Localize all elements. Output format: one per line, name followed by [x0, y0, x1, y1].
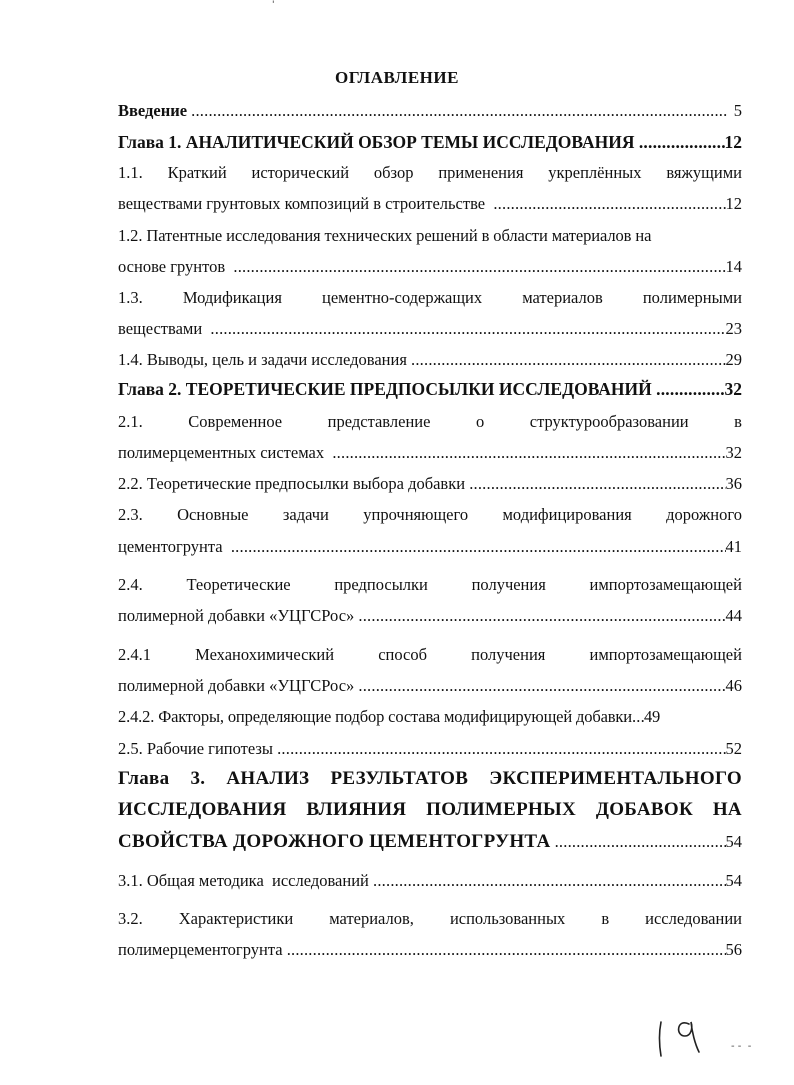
- word: РЕЗУЛЬТАТОВ: [330, 768, 469, 789]
- word: исследовании: [645, 909, 742, 928]
- entry-page: 5: [733, 101, 742, 120]
- leader-dots: [493, 194, 725, 214]
- word: задачи: [282, 505, 329, 524]
- toc-entry-2-4-line2: [118, 606, 742, 626]
- word: дорожного: [666, 505, 742, 524]
- toc-entry-2-3-line1: [118, 505, 742, 525]
- leader-dots: [555, 830, 726, 854]
- word: цементно-содержащих: [322, 288, 483, 307]
- toc-entry-2-5: [118, 739, 742, 759]
- entry-text: 3.1. Общая методика исследований: [118, 871, 369, 890]
- entry-text: 2.5. Рабочие гипотезы: [118, 739, 273, 758]
- entry-text: веществами: [118, 319, 203, 338]
- leader-dots: [656, 379, 724, 399]
- toc-entry-1-2-line2: [118, 257, 742, 277]
- toc-entry-3-1: [118, 871, 742, 891]
- toc-entry-1-4: [118, 350, 742, 370]
- word: 1.1.: [118, 163, 143, 182]
- entry-page: 54: [725, 871, 742, 890]
- leader-dots: [210, 319, 725, 339]
- toc-entry-chapter-2: [118, 379, 742, 399]
- leader-dots: [373, 871, 725, 891]
- toc-entry-2-2: [118, 474, 742, 494]
- word: ПОЛИМЕРНЫХ: [426, 799, 577, 820]
- entry-page: 14: [725, 257, 742, 276]
- toc-entry-1-1-line2: [118, 194, 742, 214]
- word: полимерными: [642, 288, 742, 307]
- word: применения: [438, 163, 524, 182]
- entry-text: полимерной добавки «УЦГСРос»: [118, 676, 355, 695]
- word: 1.3.: [118, 288, 143, 307]
- entry-text: полимерцементных системах: [118, 443, 325, 462]
- leader-dots: [639, 132, 725, 152]
- entry-text: 1.4. Выводы, цель и задачи исследования: [118, 350, 407, 369]
- entry-page: 12: [725, 194, 742, 213]
- leader-dots: [287, 940, 726, 960]
- toc-title: ОГЛАВЛЕНИЕ: [335, 68, 459, 87]
- entry-text: цементогрунта: [118, 537, 223, 556]
- word: использованных: [449, 909, 566, 928]
- toc-entry-2-4-2: [118, 707, 742, 727]
- word: НА: [712, 799, 742, 820]
- entry-page: 49: [643, 707, 661, 726]
- word: материалов,: [329, 909, 414, 928]
- word: импортозамещающей: [589, 645, 742, 664]
- toc-entry-3-2-line2: [118, 940, 742, 960]
- entry-page: 32: [725, 443, 742, 462]
- word: ВЛИЯНИЯ: [306, 799, 407, 820]
- word: АНАЛИЗ: [226, 768, 310, 789]
- word: Основные: [177, 505, 249, 524]
- leader-dots: [358, 676, 725, 696]
- entry-page: 32: [724, 379, 742, 399]
- leader-dots: [632, 707, 644, 727]
- word: Глава: [118, 768, 170, 789]
- toc-entry-2-4-line1: [118, 575, 742, 595]
- word: обзор: [373, 163, 414, 182]
- entry-page: 36: [725, 474, 742, 493]
- entry-text: Введение: [118, 101, 188, 120]
- toc-entry-2-1-line2: [118, 443, 742, 463]
- toc-entry-2-1-line1: [118, 412, 742, 432]
- entry-text: полимерной добавки «УЦГСРос»: [118, 606, 355, 625]
- leader-dots: [231, 537, 726, 557]
- word: импортозамещающей: [589, 575, 742, 594]
- word: ЭКСПЕРИМЕНТАЛЬНОГО: [489, 768, 742, 789]
- scan-dashes: - - -: [731, 1041, 752, 1052]
- toc-entry-1-3-line1: [118, 288, 742, 308]
- toc-entry-chapter-1: [118, 132, 742, 152]
- word: Модификация: [182, 288, 282, 307]
- entry-text: СВОЙСТВА ДОРОЖНОГО ЦЕМЕНТОГРУНТА: [118, 831, 551, 852]
- entry-page: 41: [725, 537, 742, 556]
- handwritten-page-number: [655, 1010, 705, 1060]
- leader-dots: [358, 606, 725, 626]
- entry-text: основе грунтов: [118, 257, 226, 276]
- word: предпосылки: [334, 575, 428, 594]
- word: вяжущими: [666, 163, 742, 182]
- leader-dots: [411, 350, 725, 370]
- word: упрочняющего: [363, 505, 469, 524]
- word: Механохимический: [195, 645, 335, 664]
- word: 2.4.1: [118, 645, 151, 664]
- toc-entry-3-2-line1: [118, 909, 742, 929]
- word: о: [475, 412, 485, 431]
- word: Теоретические: [186, 575, 291, 594]
- word: 2.4.: [118, 575, 143, 594]
- entry-text: 2.2. Теоретические предпосылки выбора добавки: [118, 474, 466, 493]
- entry-page: 54: [725, 832, 742, 851]
- entry-text: 2.4.2. Факторы, определяющие подбор состава модифицирующей добавки: [118, 707, 632, 726]
- toc-entry-intro: [118, 101, 742, 121]
- toc-entry-chapter-3-line1: [118, 767, 742, 791]
- leader-dots: [233, 257, 725, 277]
- word: способ: [378, 645, 428, 664]
- leader-dots: [277, 739, 725, 759]
- word: ДОБАВОК: [595, 799, 694, 820]
- entry-page: 29: [725, 350, 742, 369]
- toc-entry-2-3-line2: [118, 537, 742, 557]
- entry-page: 52: [725, 739, 742, 758]
- word: представление: [327, 412, 431, 431]
- word: материалов: [522, 288, 603, 307]
- scan-speck: ': [272, 0, 275, 10]
- toc-entry-chapter-3-line3: [118, 830, 742, 854]
- entry-page: 46: [725, 676, 742, 695]
- toc-entry-2-4-1-line1: [118, 645, 742, 665]
- word: 3.2.: [118, 909, 143, 928]
- word: 2.1.: [118, 412, 143, 431]
- toc-entry-2-4-1-line2: [118, 676, 742, 696]
- leader-dots: [191, 101, 728, 121]
- word: получения: [471, 575, 546, 594]
- entry-page: 56: [725, 940, 742, 959]
- word: в: [734, 412, 742, 431]
- entry-page: 23: [725, 319, 742, 338]
- word: 2.3.: [118, 505, 143, 524]
- word: Современное: [188, 412, 283, 431]
- word: в: [601, 909, 610, 928]
- toc-entry-1-1-line1: [118, 163, 742, 183]
- word: исторический: [251, 163, 350, 182]
- entry-page: 12: [724, 132, 742, 152]
- word: ИССЛЕДОВАНИЯ: [118, 799, 287, 820]
- entry-text: полимерцементогрунта: [118, 940, 283, 959]
- entry-text: Глава 2. ТЕОРЕТИЧЕСКИЕ ПРЕДПОСЫЛКИ ИССЛЕДОВАНИЙ: [118, 379, 652, 399]
- word: Краткий: [167, 163, 227, 182]
- word: 3.: [190, 768, 206, 789]
- toc-entry-1-2-line1: 1.2. Патентные исследования технических решений в области материалов на: [118, 226, 652, 245]
- entry-page: 44: [725, 606, 742, 625]
- word: получения: [471, 645, 546, 664]
- leader-dots: [469, 474, 725, 494]
- entry-text: Глава 1. АНАЛИТИЧЕСКИЙ ОБЗОР ТЕМЫ ИССЛЕДОВАНИЯ: [118, 132, 635, 152]
- word: укреплённых: [548, 163, 642, 182]
- word: структурообразовании: [529, 412, 689, 431]
- leader-dots: [332, 443, 725, 463]
- word: Характеристики: [178, 909, 294, 928]
- word: модифицирования: [502, 505, 632, 524]
- entry-text: веществами грунтовых композиций в строительстве: [118, 194, 486, 213]
- toc-entry-chapter-3-line2: [118, 798, 742, 822]
- toc-entry-1-3-line2: [118, 319, 742, 339]
